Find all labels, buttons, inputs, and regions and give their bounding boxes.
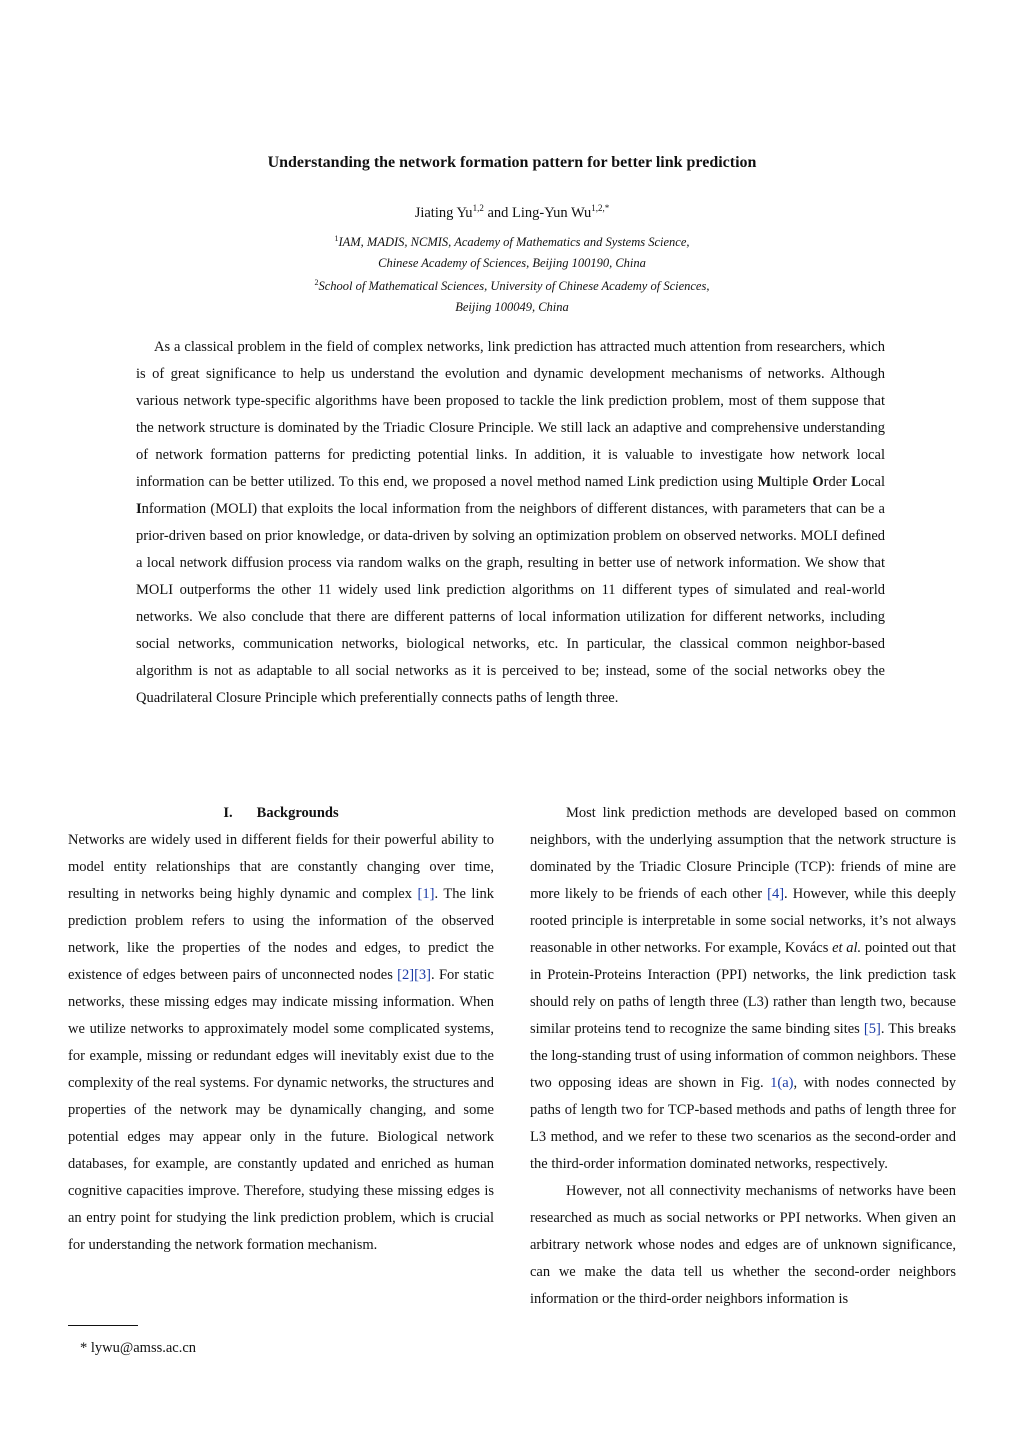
acronym-letter: I [136, 501, 142, 517]
right-column [530, 800, 956, 1313]
citation-link[interactable]: [2] [397, 967, 415, 983]
author-conjunction: and [483, 204, 512, 221]
author-name: Ling-Yun Wu [512, 204, 592, 221]
abstract-text: As a classical problem in the field of complex networks, link prediction has attracted much attention from researchers, which is of great significance to help us understand the evolution and dynamic development mechanisms of networks. Although various network type-specific algorithms have been proposed to tackle the link prediction problem, most of them suppose that the network structure is dominated by the Triadic Closure Principle. We still lack an adaptive and comprehensive understanding of network formation patterns for predicting potential links. In addition, it is valuable to investigate how network local information can be better utilized. To this end, we proposed a novel method named Link prediction using [136, 339, 885, 490]
abstract [136, 334, 885, 712]
body-text: . However, while this deeply rooted principle is interpretable in some social networks, it’s not always reasonable in other networks. For example, Kovács [530, 886, 956, 956]
body-text: . This breaks the long-standing trust of using information of common neighbors. These two opposing ideas are shown in Fig. [530, 1021, 956, 1091]
figure-link[interactable]: 1(a) [770, 1075, 794, 1091]
body-text: Networks are widely used in different fields for their powerful ability to model entity relationships that are constantly changing over time, resulting in networks being highly dynamic and complex [68, 832, 494, 902]
affiliation-text: School of Mathematical Sciences, University of Chinese Academy of Sciences, [318, 279, 710, 294]
section-number: I. [223, 805, 233, 821]
footnote: * lywu@amss.ac.cn [80, 1340, 197, 1356]
body-paragraph [530, 800, 956, 1178]
acronym-letter: L [851, 474, 861, 490]
citation-link[interactable]: [1] [417, 886, 435, 902]
author-affiliation-marker: 1,2,* [591, 203, 610, 213]
abstract-text: rder [823, 474, 852, 490]
paper-title: Understanding the network formation pattern for better link prediction [267, 154, 757, 171]
affiliation-marker: 2 [314, 278, 319, 288]
author-affiliation-marker: 1,2 [472, 203, 484, 213]
affiliations [0, 229, 1024, 317]
citation-link[interactable]: [3] [414, 967, 432, 983]
affiliation-line: Chinese Academy of Sciences, Beijing 100190, China [378, 255, 646, 270]
affiliation-marker: 1 [334, 234, 339, 243]
body-paragraph: However, not all connectivity mechanisms of networks have been researched as much as social networks or PPI networks. When given an arbitrary network whose nodes and edges are of unknown significance, can we make the data tell us whether the second-order neighbors information or the third-order neighbors information is [530, 1183, 956, 1307]
body-text: , with nodes connected by paths of length two for TCP-based methods and paths of length three for L3 method, and we refer to these two scenarios as the second-order and the third-order information dominated networks, respectively. [530, 1075, 956, 1172]
section-title: Backgrounds [256, 805, 339, 821]
citation-link[interactable]: [5] [863, 1021, 881, 1037]
et-al-italic: et al. [832, 940, 862, 956]
section-heading [68, 800, 494, 827]
citation-link[interactable]: [4] [767, 886, 785, 902]
acronym-letter: M [757, 474, 772, 490]
body-text: pointed out that in Protein-Proteins Interaction (PPI) networks, the link prediction task should rely on paths of length three (L3) rather than length two, because similar proteins tend to recognize the same binding sites [530, 940, 957, 1037]
body-text: . The link prediction problem refers to using the information of the observed network, like the properties of the nodes and edges, to predict the existence of edges between pairs of unconnected nodes [68, 886, 494, 983]
footnote-divider [68, 1325, 138, 1326]
abstract-text: ultiple [771, 474, 813, 490]
affiliation-line [0, 229, 1024, 253]
abstract-text: (MOLI) that exploits the local information from the neighbors of different distances, with parameters that can be a prior-driven based on prior knowledge, or data-driven by solving an optimization problem on observed networks. MOLI defined a local network diffusion process via random walks on the graph, resulting in better use of network information. We show that MOLI outperforms the other 11 widely used link prediction algorithms on 11 different types of simulated and real-world networks. We also conclude that there are different patterns of local information utilization for different networks, including social networks, communication networks, biological networks, etc. In particular, the classical common neighbor-based algorithm is not as adaptable to all social networks as it is perceived to be; instead, some of the social networks obey the Quadrilateral Closure Principle which preferentially connects paths of length three. [136, 501, 885, 706]
affiliation-line: Beijing 100049, China [455, 299, 569, 314]
author-name: Jiating Yu [414, 204, 473, 221]
affiliation-text: IAM, MADIS, NCMIS, Academy of Mathematics and Systems Science, [338, 235, 690, 250]
body-paragraph [68, 827, 494, 1259]
affiliation-line [0, 273, 1024, 297]
left-column [68, 800, 494, 1259]
body-text: Most link prediction methods are developed based on common neighbors, with the underlying assumption that the network structure is dominated by the Triadic Closure Principle (TCP): friends of mine are more likely to be friends of each other [530, 805, 956, 902]
body-text: . For static networks, these missing edges may indicate missing information. When we utilize networks to approximately model some complicated systems, for example, missing or redundant edges will inevitably exist due to the complexity of the real systems. For dynamic networks, the structures and properties of the network may be dynamically changing, and some potential edges may appear only in the future. Biological network databases, for example, are constantly updated and enriched as human cognitive capacities improve. Therefore, studying these missing edges is an entry point for studying the link prediction problem, which is crucial for understanding the network formation mechanism. [68, 967, 494, 1253]
abstract-text: ocal [860, 474, 885, 490]
abstract-text: nformation [141, 501, 207, 517]
author-list [0, 203, 1024, 222]
acronym-letter: O [812, 474, 824, 490]
